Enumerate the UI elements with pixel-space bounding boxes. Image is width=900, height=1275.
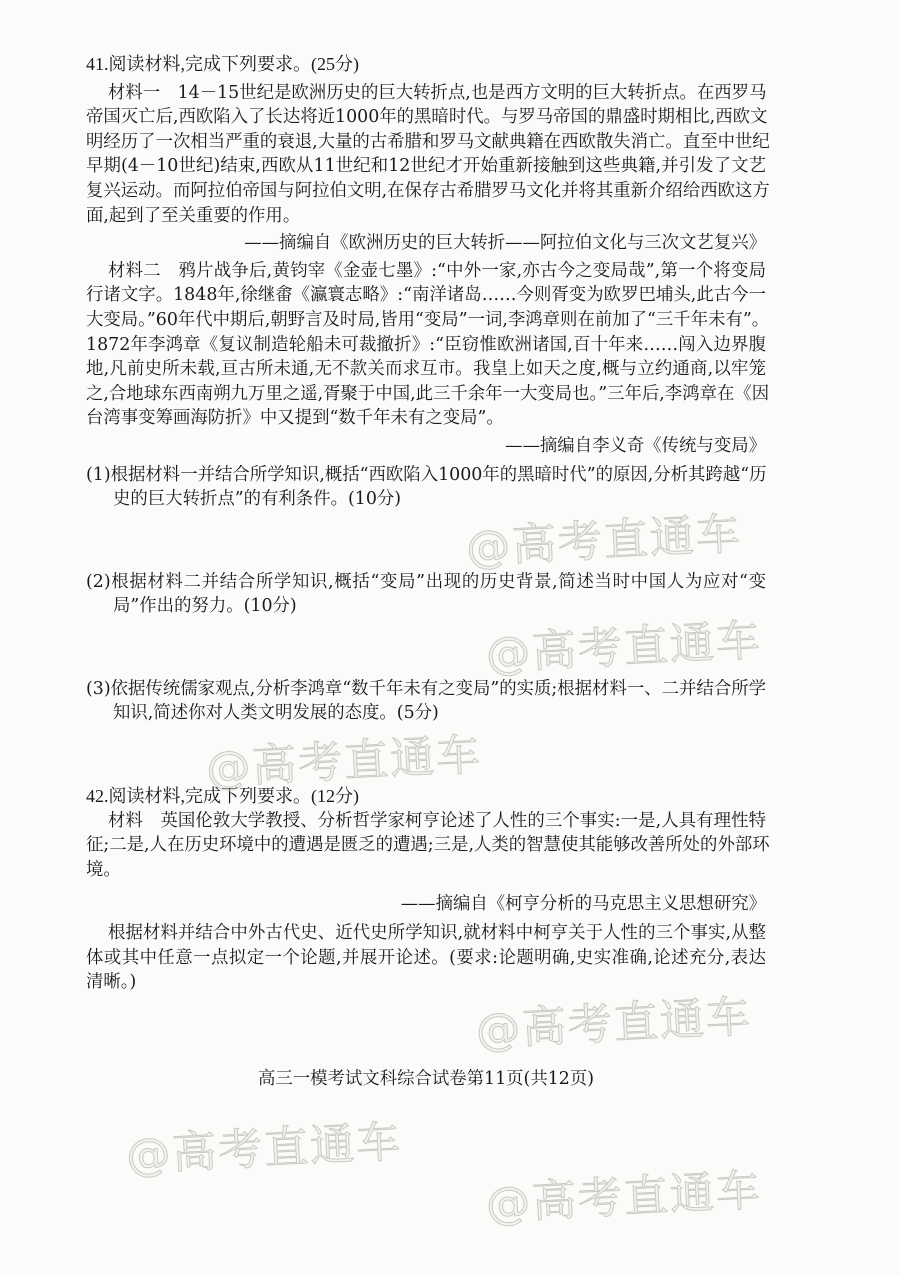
material-2 <box>86 259 770 459</box>
question-41 <box>86 52 770 459</box>
question-41-title: 41.阅读材料,完成下列要求。(25分) <box>86 54 359 74</box>
watermark: @高考直通车 <box>484 1165 764 1231</box>
text-line: 根据材料并结合中外古代史、近代史所学知识,就材料中柯亨关于人性的三个事实,从整 <box>108 923 766 944</box>
text-line: 史的巨大转折点”的有利条件。(10分) <box>113 489 402 510</box>
text-line: (1)根据材料一并结合所学知识,概括“西欧陷入1000年的黑暗时代”的原因,分析其跨越“历 <box>86 464 767 485</box>
text-line: (3)依据传统儒家观点,分析李鸿章“数千年未有之变局”的实质;根据材料一、二并结合所学 <box>86 678 766 699</box>
text-line: 明经历了一次相当严重的衰退,大量的古希腊和罗马文献典籍在西欧散失消亡。直至中世纪 <box>86 131 770 152</box>
text-line: 知识,简述你对人类文明发展的态度。(5分) <box>113 703 439 724</box>
text-line: 局”作出的努力。(10分) <box>113 596 297 617</box>
sub-question-1 <box>86 463 766 512</box>
material-1 <box>86 81 770 256</box>
text-line: 台湾事变筹画海防折》中又提到“数千年未有之变局”。 <box>86 408 504 429</box>
text-line: 早期(4－10世纪)结束,西欧从11世纪和12世纪才开始重新接触到这些典籍,并引发了文艺 <box>86 156 766 177</box>
text-line: 大变局。”60年代中期后,朝野言及时局,皆用“变局”一词,李鸿章则在前加了“三千年未有”。 <box>86 309 770 330</box>
watermark: @高考直通车 <box>464 508 744 574</box>
watermark: @高考直通车 <box>484 614 764 681</box>
watermark: @高考直通车 <box>125 1116 404 1183</box>
text-line: 行诸文字。1848年,徐继畬《瀛寰志略》:“南洋诸岛……今则胥变为欧罗巴埔头,此古今一 <box>86 285 766 306</box>
page-footer: 高三一模考试文科综合试卷第11页(共12页) <box>257 1068 595 1089</box>
text-line: 1872年李鸿章《复议制造轮船未可裁撤折》:“臣窃惟欧洲诸国,百十年来……闯入边界腹 <box>86 334 766 355</box>
text-line: 地,凡前史所未载,亘古所未通,无不款关而求互市。我皇上如天之度,概与立约通商,以牢笼 <box>86 359 766 380</box>
exam-page <box>86 52 770 1231</box>
text-line: 材料 英国伦敦大学教授、分析哲学家柯亨论述了人性的三个事实:一是,人具有理性特 <box>108 810 766 831</box>
sub-question-2 <box>86 570 766 619</box>
text-line: 复兴运动。而阿拉伯帝国与阿拉伯文明,在保存古希腊罗马文化并将其重新介绍给西欧这方 <box>86 180 770 201</box>
text-line: 面,起到了至关重要的作用。 <box>86 205 301 226</box>
text-line: 帝国灭亡后,西欧陷入了长达将近1000年的黑暗时代。与罗马帝国的鼎盛时期相比,西欧文 <box>86 107 768 128</box>
material-source: ——摘编自《柯亨分析的马克思主义思想研究》 <box>400 894 766 915</box>
material-2-source: ——摘编自李义奇《传统与变局》 <box>505 435 766 456</box>
material-1-source: ——摘编自《欧洲历史的巨大转折——阿拉伯文化与三次文艺复兴》 <box>244 233 766 254</box>
question-42 <box>86 784 770 995</box>
text-line: 清晰。) <box>86 972 137 993</box>
text-line: 境。 <box>86 859 121 880</box>
watermark: @高考直通车 <box>205 729 484 795</box>
text-line: (2)根据材料二并结合所学知识,概括“变局”出现的历史背景,简述当时中国人为应对“变 <box>86 571 766 592</box>
question-42-title: 42.阅读材料,完成下列要求。(12分) <box>86 786 359 807</box>
watermark: @高考直通车 <box>474 990 754 1057</box>
text-line: 征;二是,人在历史环境中的遭遇是匮乏的遭遇;三是,人类的智慧使其能够改善所处的外部环 <box>86 835 770 856</box>
text-line: 材料二 鸦片战争后,黄钧宰《金壶七墨》:“中外一家,亦古今之变局哉”,第一个将变局 <box>108 260 766 281</box>
text-line: 体或其中任意一点拟定一个论题,并展开论述。(要求:论题明确,史实准确,论述充分,表达 <box>86 947 766 968</box>
text-line: 材料一 14－15世纪是欧洲历史的巨大转折点,也是西方文明的巨大转折点。在西罗马 <box>108 82 767 103</box>
text-line: 之,合地球东西南朔九万里之遥,胥聚于中国,此三千余年一大变局也。”三年后,李鸿章在《因 <box>86 383 770 404</box>
